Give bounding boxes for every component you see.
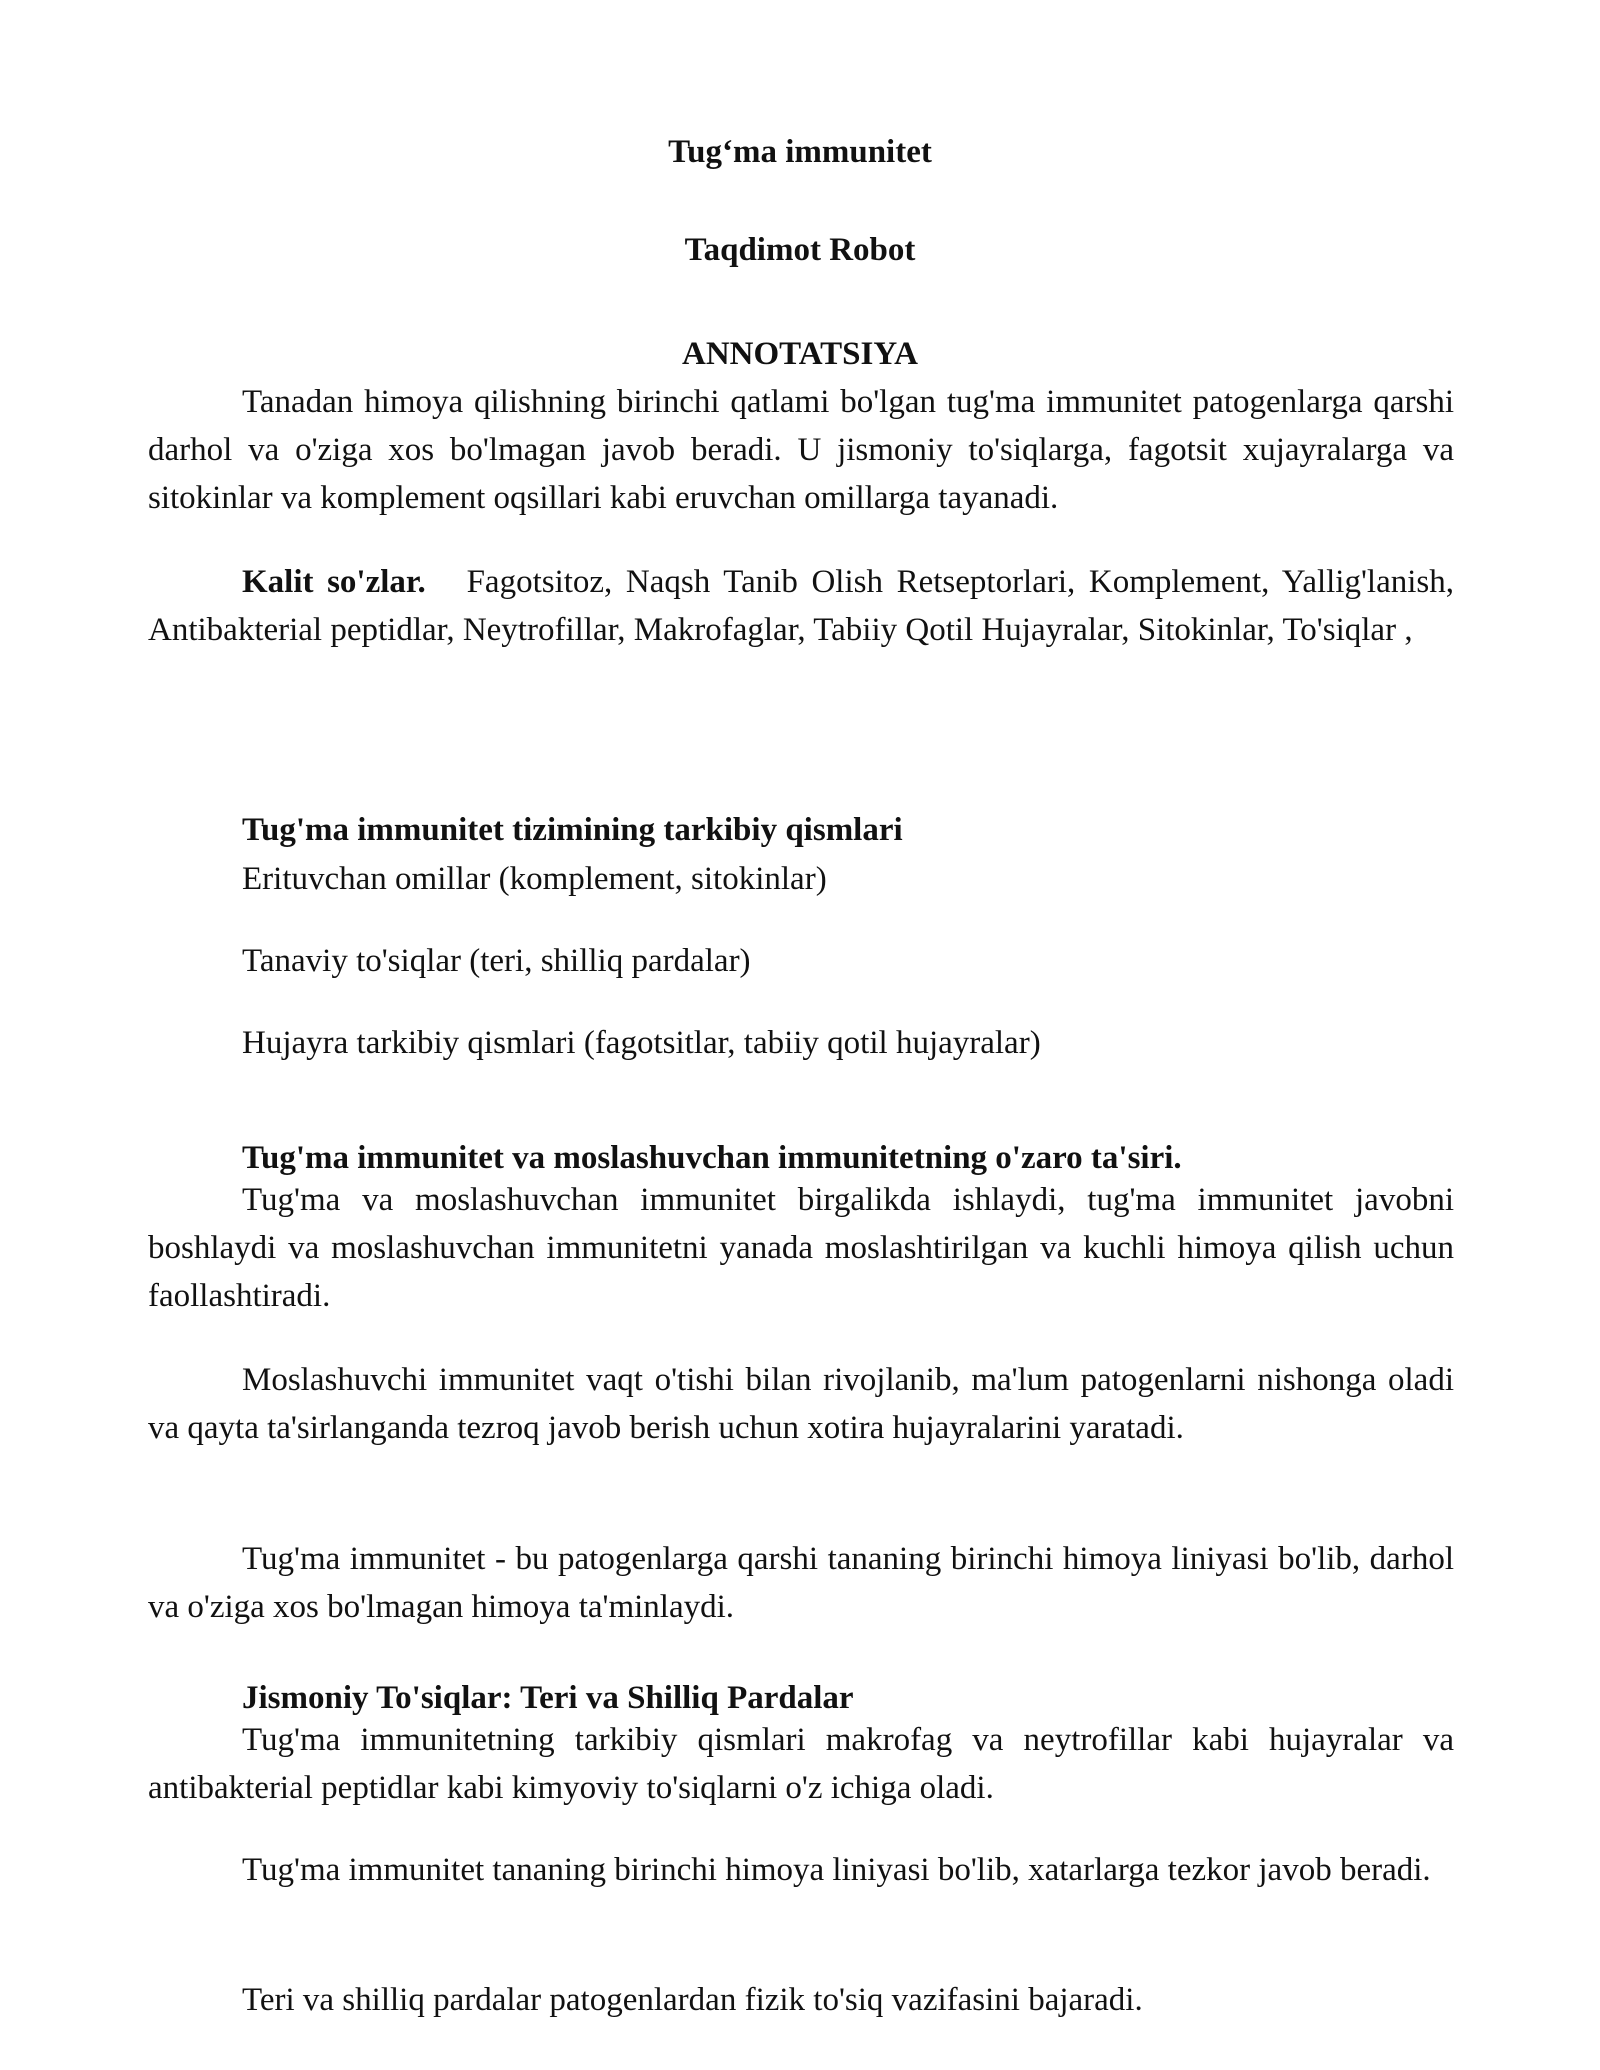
paragraph: Moslashuvchi immunitet vaqt o'tishi bilan rivojlanib, ma'lum patogenlarni nishonga oladi va qayta ta'sirlanganda tezroq javob berish uchun xotira hujayralarini yaratadi. bbox=[148, 1362, 1454, 1446]
document-author: Taqdimot Robot bbox=[684, 232, 916, 268]
list-item: Erituvchan omillar (komplement, sitokinlar) bbox=[242, 861, 827, 897]
section-heading-interaction: Tug'ma immunitet va moslashuvchan immunitetning o'zaro ta'siri. bbox=[242, 1140, 1182, 1176]
paragraph: Tug'ma immunitet - bu patogenlarga qarshi tananing birinchi himoya liniyasi bo'lib, darhol va o'ziga xos bo'lmagan himoya ta'minlaydi. bbox=[148, 1541, 1454, 1625]
paragraph: Tug'ma va moslashuvchan immunitet birgalikda ishlaydi, tug'ma immunitet javobni boshlaydi va moslashuvchan immunitetni yanada moslashtirilgan va kuchli himoya qilish uchun faollashtiradi. bbox=[148, 1182, 1454, 1314]
section-heading-components: Tug'ma immunitet tizimining tarkibiy qismlari bbox=[242, 812, 903, 848]
abstract-paragraph: Tanadan himoya qilishning birinchi qatlami bo'lgan tug'ma immunitet patogenlarga qarshi darhol va o'ziga xos bo'lmagan javob beradi. U jismoniy to'siqlarga, fagotsit xujayralarga va sitokinlar va komplement oqsillari kabi eruvchan omillarga tayanadi. bbox=[148, 384, 1454, 516]
paragraph: Tug'ma immunitetning tarkibiy qismlari makrofag va neytrofillar kabi hujayralar va antibakterial peptidlar kabi kimyoviy to'siqlarni o'z ichiga oladi. bbox=[148, 1722, 1454, 1806]
keywords-paragraph bbox=[148, 558, 1454, 654]
abstract-heading: ANNOTATSIYA bbox=[682, 336, 918, 372]
paragraph: Tug'ma immunitet tananing birinchi himoya liniyasi bo'lib, xatarlarga tezkor javob beradi. bbox=[242, 1852, 1431, 1888]
document-title: Tug‘ma immunitet bbox=[668, 134, 932, 170]
list-item: Hujayra tarkibiy qismlari (fagotsitlar, tabiiy qotil hujayralar) bbox=[242, 1025, 1041, 1061]
paragraph: Teri va shilliq pardalar patogenlardan fizik to'siq vazifasini bajaradi. bbox=[242, 1982, 1143, 2018]
section-heading-barriers: Jismoniy To'siqlar: Teri va Shilliq Pardalar bbox=[242, 1680, 854, 1716]
keywords-label: Kalit so'zlar. bbox=[242, 564, 426, 600]
keywords-list: Fagotsitoz, Naqsh Tanib Olish Retseptorlari, Komplement, Yallig'lanish, Antibakterial peptidlar, Neytrofillar, Makrofaglar, Tabiiy Qotil Hujayralar, Sitokinlar, To'siqlar , bbox=[148, 564, 1454, 648]
list-item: Tanaviy to'siqlar (teri, shilliq pardalar) bbox=[242, 943, 751, 979]
